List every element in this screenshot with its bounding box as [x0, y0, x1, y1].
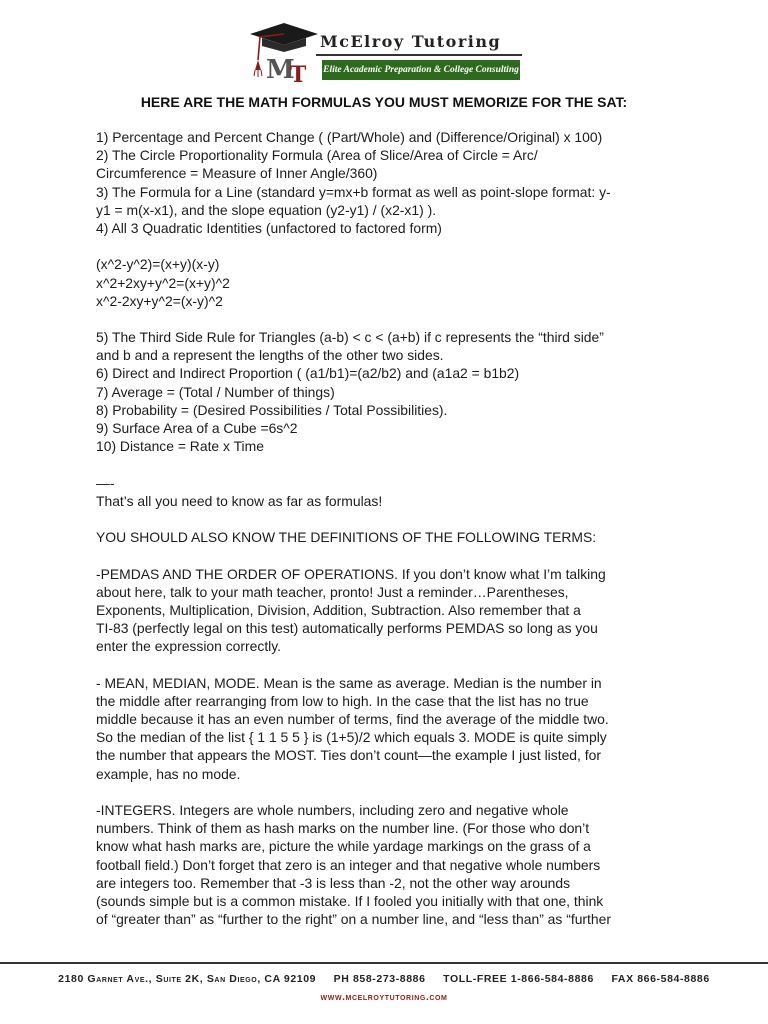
paragraph-gap [96, 546, 672, 564]
paragraph-line: TI-83 (perfectly legal on this test) automatically performs PEMDAS so long as you [96, 620, 598, 637]
formula-list-continued [96, 328, 672, 455]
paragraph-line: enter the expression correctly. [96, 638, 282, 655]
page-title: HERE ARE THE MATH FORMULAS YOU MUST MEMORIZE FOR THE SAT: [140, 94, 628, 110]
formula-line: 3) The Formula for a Line (standard y=mx+b format as well as point-slope format: y- [96, 183, 611, 200]
formula-line: 2) The Circle Proportionality Formula (Area of Slice/Area of Circle = Arc/ [96, 147, 538, 164]
paragraph-line: of “greater than” as “further to the right” on a number line, and “less than” as “further [96, 911, 611, 928]
paragraph-line: are integers too. Remember that -3 is less than -2, not the other way arounds [96, 874, 571, 891]
svg-text:T: T [290, 62, 307, 86]
formula-line: y1 = m(x-x1), and the slope equation (y2-y1) / (x2-x1) ). [96, 201, 437, 218]
paragraph-line: - MEAN, MEDIAN, MODE. Mean is the same as average. Median is the number in [96, 674, 602, 691]
paragraph-line: example, has no mode. [96, 765, 241, 782]
paragraph-line: know what hash marks are, picture the while yardage markings on the grass of a [96, 838, 591, 855]
paragraph-line: -PEMDAS AND THE ORDER OF OPERATIONS. If you don’t know what I’m talking [96, 565, 606, 582]
quadratic-identities [96, 255, 672, 310]
paragraph-line: So the median of the list { 1 1 5 5 } is (1+5)/2 which equals 3. MODE is quite simply [96, 729, 607, 746]
paragraph-gap [96, 510, 672, 528]
formula-line: 9) Surface Area of a Cube =6s^2 [96, 420, 298, 436]
formula-line: and b and a represent the lengths of the other two sides. [96, 347, 444, 364]
pemdas-paragraph [96, 565, 672, 656]
brand-divider [316, 54, 522, 56]
formula-line: 1) Percentage and Percent Change ( (Part/Whole) and (Difference/Original) x 100) [96, 129, 603, 145]
formula-line: Circumference = Measure of Inner Angle/360) [96, 165, 378, 182]
footer-contact-info: 2180 Garnet Ave., Suite 2K, San Diego, CA 92109 PH 858-273-8886 TOLL-FREE 1-866-584-8886 FAX 866-584-8886 [58, 973, 710, 985]
formula-list [96, 128, 672, 237]
paragraph-line: the number that appears the MOST. Ties don’t count—the example I just listed, for [96, 747, 601, 764]
tagline-banner: Elite Academic Preparation & College Consulting [322, 60, 520, 80]
paragraph-line: numbers. Think of them as hash marks on the number line. (For those who don’t [96, 820, 590, 837]
paragraph-line: about here, talk to your math teacher, pronto! Just a reminder…Parentheses, [96, 583, 569, 600]
brand-name: McElroy Tutoring [320, 32, 502, 51]
paragraph-line: football field.) Don’t forget that zero is an integer and that negative whole numbers [96, 856, 601, 873]
paragraph-gap [96, 237, 672, 255]
letterhead [246, 20, 536, 86]
footer-divider [0, 962, 768, 964]
paragraph-gap [96, 310, 672, 328]
formula-line: 8) Probability = (Desired Possibilities / Total Possibilities). [96, 401, 448, 418]
graduation-cap-logo-icon [246, 20, 322, 86]
paragraph-gap [96, 455, 672, 473]
formula-line: 10) Distance = Rate x Time [96, 438, 264, 455]
identity-line: x^2-2xy+y^2=(x-y)^2 [96, 292, 223, 309]
formula-line: 7) Average = (Total / Number of things) [96, 383, 335, 400]
paragraph-line: middle because it has an even number of terms, find the average of the middle two. [96, 711, 609, 727]
identity-line: x^2+2xy+y^2=(x+y)^2 [96, 274, 230, 291]
mean-median-mode-paragraph [96, 674, 672, 783]
integers-paragraph [96, 801, 672, 928]
footer-website-link[interactable]: www.mcelroytutoring.com [320, 992, 448, 1003]
paragraph-line: (sounds simple but is a common mistake. If I fooled you initially with that one, think [96, 892, 604, 909]
separator: —- [96, 474, 115, 491]
paragraph-line: Exponents, Multiplication, Division, Addition, Subtraction. Also remember that a [96, 601, 581, 618]
svg-text:M: M [266, 55, 295, 85]
paragraph-line: -INTEGERS. Integers are whole numbers, including zero and negative whole [96, 801, 569, 818]
document-body [96, 128, 672, 928]
identity-line: (x^2-y^2)=(x+y)(x-y) [96, 256, 220, 273]
formula-line: 6) Direct and Indirect Proportion ( (a1/b1)=(a2/b2) and (a1a2 = b1b2) [96, 365, 520, 382]
paragraph-gap [96, 655, 672, 673]
formula-line: 4) All 3 Quadratic Identities (unfactored to factored form) [96, 219, 442, 236]
definitions-heading: YOU SHOULD ALSO KNOW THE DEFINITIONS OF THE FOLLOWING TERMS: [96, 529, 597, 546]
paragraph-line: the middle after rearranging from low to high. In the case that the list has no true [96, 692, 589, 709]
summary-line: That’s all you need to know as far as formulas! [96, 492, 383, 509]
formula-line: 5) The Third Side Rule for Triangles (a-b) < c < (a+b) if c represents the “third side” [96, 329, 604, 346]
paragraph-gap [96, 783, 672, 801]
